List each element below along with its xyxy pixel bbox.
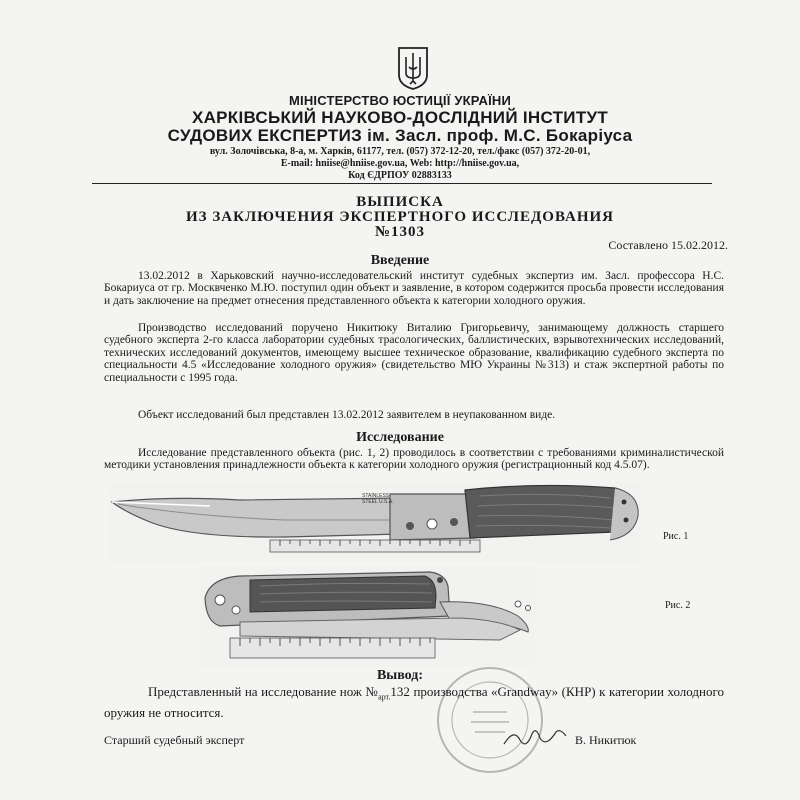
address-line3: Код ЄДРПОУ 02883133 [348, 170, 452, 181]
conclusion-text [104, 684, 724, 720]
header-divider [92, 183, 712, 184]
address-line2: E-mail: hniise@hniise.gov.ua, Web: http://hniise.gov.ua, [280, 158, 520, 169]
document-number: №1303 [374, 224, 426, 240]
signer-role: Старший судебный эксперт [104, 733, 245, 747]
document-title-line1: ВЫПИСКА [356, 194, 444, 210]
research-heading: Исследование [356, 430, 444, 445]
compiled-date: Составлено 15.02.2012. [608, 238, 728, 252]
fig2-caption: Рис. 2 [665, 600, 691, 611]
institute-name-line2: СУДОВИХ ЕКСПЕРТИЗ ім. Засл. проф. М.С. Бокаріуса [167, 126, 633, 145]
conclusion-text-after: 132 производства «Grandway» (КНР) к категории холодного оружия не относится. [104, 684, 724, 720]
blade-stamp-text: STAINLESS STEEL U.S.A. [362, 493, 394, 505]
document-title-line2: ИЗ ЗАКЛЮЧЕНИЯ ЭКСПЕРТНОГО ИССЛЕДОВАНИЯ [185, 209, 615, 225]
intro-paragraph1: 13.02.2012 в Харьковский научно-исследовательский институт судебных экспертиз им. Засл. профессора Н.С. Бокариуса от гр. Москвченко М.Ю. поступил один объект и заявление, в котором содержится просьба провести исследования и дать заключение на предмет отнесения представленного объекта к категории холодного оружия. [104, 270, 724, 307]
fig1-caption: Рис. 1 [663, 531, 689, 542]
institute-name-line1: ХАРКІВСЬКИЙ НАУКОВО-ДОСЛІДНИЙ ІНСТИТУТ [191, 108, 609, 127]
conclusion-text-before: Представленный на исследование нож № [148, 684, 379, 699]
intro-heading: Введение [370, 253, 430, 268]
trident-emblem-icon [395, 45, 431, 91]
address-line1: вул. Золочівська, 8-а, м. Харків, 61177, тел. (057) 372-12-20, тел./факс (057) 372-20-01, [209, 146, 591, 157]
research-paragraph: Исследование представленного объекта (рис. 1, 2) проводилось в соответствии с требованиями криминалистической методики установления принадлежности объекта к категории холодного оружия (регистрационный код 4.5.07). [104, 447, 724, 472]
conclusion-heading: Вывод: [376, 668, 424, 683]
knife-photo-fig2 [200, 566, 535, 666]
signer-name: В. Никитюк [575, 733, 637, 747]
intro-paragraph2: Производство исследований поручено Никитюку Виталию Григорьевичу, занимающему должность старшего судебного эксперта 2-го класса лаборатории судебных трасологических, баллистических, взрывотехнических исследований, технических исследований документов, имеющему высшее техническое образование, квалификацию судебного эксперта по специальности 4.5 «Исследование холодного оружия» (свидетельство МЮ Украины №313) и стаж экспертной работы по специальности с 1995 года. [104, 322, 724, 384]
intro-paragraph3: Объект исследований был представлен 13.02.2012 заявителем в неупакованном виде. [138, 409, 556, 421]
ministry-name: МІНІСТЕРСТВО ЮСТИЦІЇ УКРАЇНИ [288, 93, 511, 108]
conclusion-subscript: арт. [378, 692, 391, 702]
handwritten-signature [500, 724, 570, 752]
